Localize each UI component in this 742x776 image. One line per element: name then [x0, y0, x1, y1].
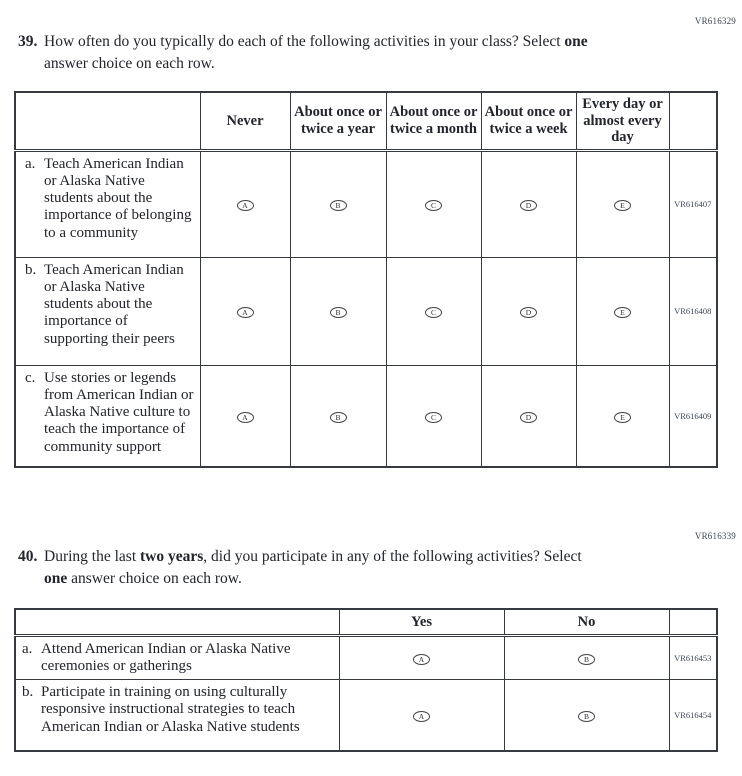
- q40-prompt-bold-twoyears: two years: [140, 548, 204, 565]
- table-row-q39b: [15, 257, 717, 365]
- table-row-q39c: [15, 365, 717, 467]
- answer-bubble-a[interactable]: A: [237, 200, 254, 211]
- option-cell-week: [481, 257, 576, 365]
- answer-bubble-b[interactable]: B: [578, 654, 595, 665]
- answer-bubble-c[interactable]: C: [425, 307, 442, 318]
- row-label-q40b: [15, 680, 339, 751]
- answer-bubble-c[interactable]: C: [425, 412, 442, 423]
- row-label-q39b: [15, 257, 200, 365]
- answer-bubble-e[interactable]: E: [614, 307, 631, 318]
- answer-bubble-c[interactable]: C: [425, 200, 442, 211]
- row-letter: a.: [22, 640, 33, 657]
- row-letter: a.: [25, 155, 36, 172]
- answer-bubble-a[interactable]: A: [413, 711, 430, 722]
- q39-header-empty: [15, 92, 200, 150]
- answer-bubble-a[interactable]: A: [237, 307, 254, 318]
- answer-bubble-d[interactable]: D: [520, 412, 537, 423]
- vr-code-q40a: VR616453: [669, 635, 717, 680]
- vr-code-q39b: VR616408: [669, 257, 717, 365]
- q39-prompt-bold-one: one: [564, 33, 588, 50]
- option-cell-week: [481, 150, 576, 257]
- answer-bubble-a[interactable]: A: [413, 654, 430, 665]
- vr-code-q39: VR616329: [694, 16, 736, 26]
- question-40: [18, 546, 582, 590]
- option-cell-everyday: [576, 257, 669, 365]
- row-text: Participate in training on using culturally responsive instructional strategies to teach American Indian or Alaska Native students: [41, 684, 300, 735]
- answer-bubble-a[interactable]: A: [237, 412, 254, 423]
- q40-header-yes: Yes: [339, 609, 504, 635]
- row-label-q39c: [15, 365, 200, 467]
- q40-header-no: No: [504, 609, 669, 635]
- option-cell-year: [290, 257, 386, 365]
- option-cell-never: [200, 150, 290, 257]
- q39-header-everyday: Every day or almost every day: [576, 92, 669, 150]
- option-cell-year: [290, 365, 386, 467]
- q40-prompt-bold-one: one: [44, 570, 68, 587]
- row-text: Attend American Indian or Alaska Native ceremonies or gatherings: [41, 640, 291, 674]
- option-cell-never: [200, 365, 290, 467]
- question-39-text: [44, 31, 588, 75]
- answer-bubble-b[interactable]: B: [578, 711, 595, 722]
- row-text: Use stories or legends from American Indian or Alaska Native culture to teach the importance of community support: [44, 369, 194, 455]
- option-cell-month: [386, 257, 481, 365]
- option-cell-yes: [339, 680, 504, 751]
- table-row-q39a: [15, 150, 717, 257]
- question-40-number: 40.: [18, 548, 38, 565]
- q40-header-vr-empty: [669, 609, 717, 635]
- q39-table: [14, 91, 718, 468]
- table-row-q40a: [15, 635, 717, 680]
- q40-table: [14, 608, 718, 752]
- answer-bubble-d[interactable]: D: [520, 307, 537, 318]
- table-row-q40b: [15, 680, 717, 751]
- option-cell-month: [386, 365, 481, 467]
- vr-code-q40b: VR616454: [669, 680, 717, 751]
- q39-header-year: About once or twice a year: [290, 92, 386, 150]
- q40-prompt-mid: , did you participate in any of the following activities? Select: [203, 548, 582, 565]
- option-cell-yes: [339, 635, 504, 680]
- row-text: Teach American Indian or Alaska Native students about the importance of supporting their peers: [44, 261, 184, 347]
- row-label-q40a: [15, 635, 339, 680]
- row-letter: b.: [22, 684, 34, 701]
- vr-code-q39c: VR616409: [669, 365, 717, 467]
- q40-header-empty: [15, 609, 339, 635]
- q40-prompt-start: During the last: [44, 548, 140, 565]
- row-label-q39a: [15, 150, 200, 257]
- option-cell-never: [200, 257, 290, 365]
- answer-bubble-e[interactable]: E: [614, 412, 631, 423]
- row-text: Teach American Indian or Alaska Native students about the importance of belonging to a community: [44, 155, 192, 241]
- option-cell-week: [481, 365, 576, 467]
- question-39-number: 39.: [18, 33, 38, 50]
- q39-prompt-start: How often do you typically do each of the following activities in your class? Select: [44, 33, 565, 50]
- q39-header-vr-empty: [669, 92, 717, 150]
- option-cell-year: [290, 150, 386, 257]
- q39-header-never: Never: [200, 92, 290, 150]
- q39-header-week: About once or twice a week: [481, 92, 576, 150]
- question-40-text: [44, 546, 582, 590]
- option-cell-no: [504, 680, 669, 751]
- vr-code-q40: VR616339: [694, 531, 736, 541]
- option-cell-month: [386, 150, 481, 257]
- answer-bubble-d[interactable]: D: [520, 200, 537, 211]
- q39-header-month: About once or twice a month: [386, 92, 481, 150]
- row-letter: b.: [25, 261, 37, 278]
- question-39: [18, 31, 588, 75]
- option-cell-everyday: [576, 150, 669, 257]
- answer-bubble-e[interactable]: E: [614, 200, 631, 211]
- row-letter: c.: [25, 369, 36, 386]
- vr-code-q39a: VR616407: [669, 150, 717, 257]
- option-cell-no: [504, 635, 669, 680]
- q40-prompt-end: answer choice on each row.: [67, 570, 242, 587]
- option-cell-everyday: [576, 365, 669, 467]
- q39-prompt-end: answer choice on each row.: [44, 55, 215, 72]
- answer-bubble-b[interactable]: B: [330, 200, 347, 211]
- answer-bubble-b[interactable]: B: [330, 412, 347, 423]
- answer-bubble-b[interactable]: B: [330, 307, 347, 318]
